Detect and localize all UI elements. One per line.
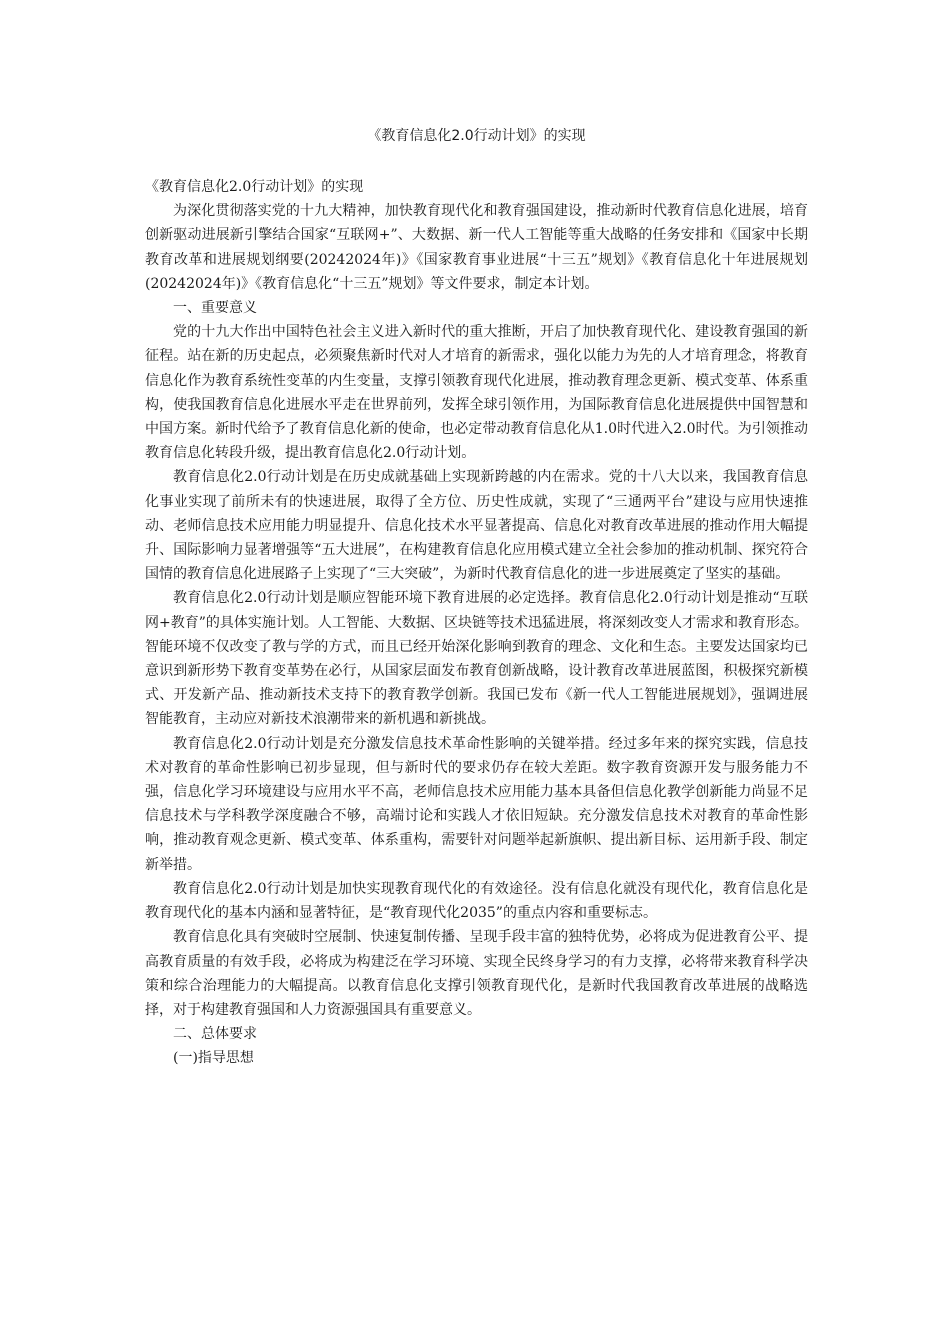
document-body [145, 175, 808, 1071]
paragraph-intro: 为深化贯彻落实党的十九大精神，加快教育现代化和教育强国建设，推动新时代教育信息化进展，培育创新驱动进展新引擎结合国家“互联网+”、大数据、新一代人工智能等重大战略的任务安排和《国家中长期教育改革和进展规划纲要(20242024年)》《国家教育事业进展“十三五”规划》《教育信息化十年进展规划(20242024年)》《教育信息化“十三五”规划》等文件要求，制定本计划。 [145, 203, 808, 292]
document-subtitle: 《教育信息化2.0行动计划》的实现 [145, 179, 364, 195]
document-title: 《教育信息化2.0行动计划》的实现 [367, 128, 586, 144]
section-heading-2: 二、总体要求 [173, 1026, 257, 1043]
paragraph: 党的十九大作出中国特色社会主义进入新时代的重大推断，开启了加快教育现代化、建设教育强国的新征程。站在新的历史起点，必须聚焦新时代对人才培育的新需求，强化以能力为先的人才培育理念，将教育信息化作为教育系统性变革的内生变量，支撑引领教育现代化进展，推动教育理念更新、模式变革、体系重构，使我国教育信息化进展水平走在世界前列，发挥全球引领作用，为国际教育信息化进展提供中国智慧和中国方案。新时代给予了教育信息化新的使命，也必定带动教育信息化从1.0时代进入2.0时代。为引领推动教育信息化转段升级，提出教育信息化2.0行动计划。 [145, 324, 808, 462]
paragraph: 教育信息化2.0行动计划是加快实现教育现代化的有效途径。没有信息化就没有现代化，教育信息化是教育现代化的基本内涵和显著特征，是“教育现代化2035”的重点内容和重要标志。 [145, 880, 808, 922]
paragraph: 教育信息化具有突破时空展制、快速复制传播、呈现手段丰富的独特优势，必将成为促进教育公平、提高教育质量的有效手段，必将成为构建泛在学习环境、实现全民终身学习的有力支撑，必将带来教育科学决策和综合治理能力的大幅提高。以教育信息化支撑引领教育现代化，是新时代我国教育改革进展的战略选择，对于构建教育强国和人力资源强国具有重要意义。 [145, 929, 808, 1018]
paragraph: 教育信息化2.0行动计划是顺应智能环境下教育进展的必定选择。教育信息化2.0行动计划是推动“互联网+教育”的具体实施计划。人工智能、大数据、区块链等技术迅猛进展，将深刻改变人才需求和教育形态。智能环境不仅改变了教与学的方式，而且已经开始深化影响到教育的理念、文化和生态。主要发达国家均已意识到新形势下教育变革势在必行，从国家层面发布教育创新战略，设计教育改革进展蓝图，积极探究新模式、开发新产品、推动新技术支持下的教育教学创新。我国已发布《新一代人工智能进展规划》，强调进展智能教育，主动应对新技术浪潮带来的新机遇和新挑战。 [145, 590, 808, 728]
paragraph: 教育信息化2.0行动计划是在历史成就基础上实现新跨越的内在需求。党的十八大以来，我国教育信息化事业实现了前所未有的快速进展，取得了全方位、历史性成就，实现了“三通两平台”建设与应用快速推动、老师信息技术应用能力明显提升、信息化技术水平显著提高、信息化对教育改革进展的推动作用大幅提升、国际影响力显著增强等“五大进展”，在构建教育信息化应用模式建立全社会参加的推动机制、探究符合国情的教育信息化进展路子上实现了“三大突破”，为新时代教育信息化的进一步进展奠定了坚实的基础。 [145, 469, 808, 583]
subsection-heading: (一)指导思想 [173, 1050, 254, 1067]
paragraph: 教育信息化2.0行动计划是充分激发信息技术革命性影响的关键举措。经过多年来的探究实践，信息技术对教育的革命性影响已初步显现，但与新时代的要求仍存在较大差距。数字教育资源开发与服务能力不强，信息化学习环境建设与应用水平不高，老师信息技术应用能力基本具备但信息化教学创新能力尚显不足信息技术与学科教学深度融合不够，高端讨论和实践人才依旧短缺。充分激发信息技术对教育的革命性影响，推动教育观念更新、模式变革、体系重构，需要针对问题举起新旗帜、提出新目标、运用新手段、制定新举措。 [145, 735, 808, 873]
section-heading-1: 一、重要意义 [173, 300, 257, 317]
